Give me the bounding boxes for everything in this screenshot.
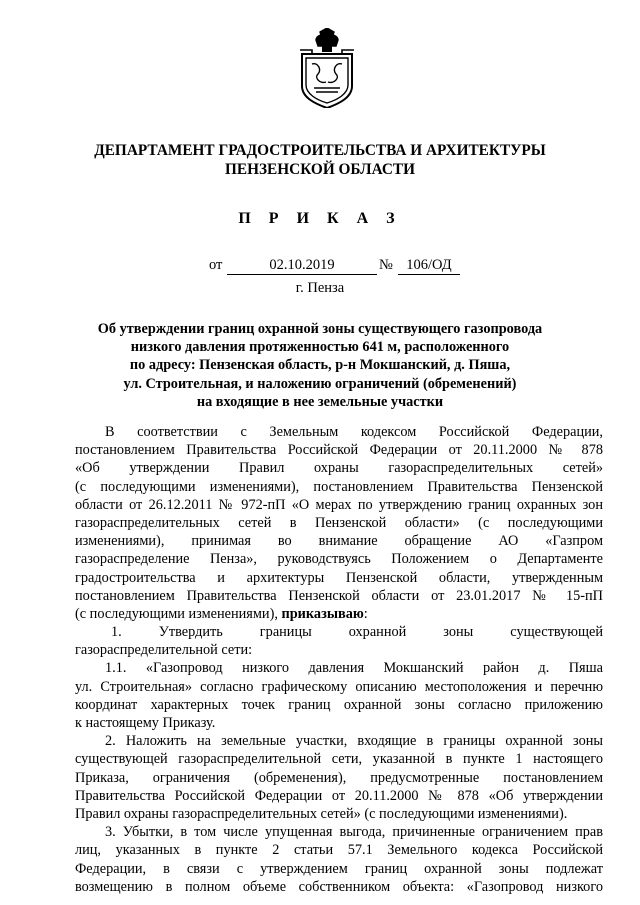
body-line: координат характерных точек границ охранной зоны согласно приложению [75,696,603,713]
body-line [75,605,603,623]
body-line: изменениями), принимая во внимание обращение АО «Газпром [75,533,603,550]
body-line: В соответствии с Земельным кодексом Российской Федерации, [105,424,603,440]
body-line: газораспределительной сети: [75,642,253,659]
body-line: газораспределительных сетей в Пензенской области» (с последующими [75,514,603,531]
subject-line: ул. Строительная, и наложению ограничений (обременений) [123,375,517,392]
body-line: постановлением Правительства Пензенской области от 23.01.2017 № 15-пП [75,587,603,604]
body-line: 1. Утвердить границы охранной зоны существующей [111,624,603,641]
body-line: «Об утверждении Правил охраны газораспределительных сетей» [75,460,603,477]
body-line: Федерации, в связи с утверждением границ охранной зоны подлежат [75,860,603,877]
body-line: газораспределение Пенза», руководствуясь Положением о Департаменте [75,551,603,568]
body-line: 1.1. «Газопровод низкого давления Мокшанский район д. Пяша [105,660,603,677]
document-date: 02.10.2019 [227,256,377,275]
body-text: : [363,605,368,622]
body-line: Правил охраны газораспределительных сетей» (с последующими изменениями). [75,805,568,822]
department-line-2: ПЕНЗЕНСКОЙ ОБЛАСТИ [224,161,416,178]
body-line: лиц, указанных в пункте 2 статьи 57.1 Земельного кодекса Российской [75,842,603,859]
subject-line: низкого давления протяженностью 641 м, расположенного [130,339,510,356]
order-keyword: приказываю [281,605,364,622]
city: г. Пенза [295,280,345,296]
document-number: 106/ОД [398,256,460,275]
body-line: постановлением Правительства Российской Федерации от 20.11.2000 № 878 [75,442,603,459]
body-line: существующей газораспределительной сети, указанной в пункте 1 настоящего [75,751,603,768]
subject-line: по адресу: Пензенская область, р-н Мокшанский, д. Пяша, [129,357,511,374]
subject-line: на входящие в нее земельные участки [196,393,444,410]
department-heading [0,141,640,179]
document-body [75,423,603,896]
body-line: ул. Строительная» согласно графическому описанию местоположения и перечню [75,678,603,695]
body-line: градостроительства и архитектуры Пензенской области, утвержденным [75,569,603,586]
body-line: (с последующими изменениями), постановлением Правительства Пензенской [75,478,603,495]
body-line: Правительства Российской Федерации от 20.11.2000 № 878 «Об утверждении [75,787,603,804]
body-line: 3. Убытки, в том числе упущенная выгода, причиненные ограничением прав [105,824,603,841]
document-type-title: П Р И К А З [238,210,402,227]
department-line-1: ДЕПАРТАМЕНТ ГРАДОСТРОИТЕЛЬСТВА И АРХИТЕКТУРЫ [94,142,546,159]
body-line: 2. Наложить на земельные участки, входящие в границы охранной зоны [105,733,603,750]
body-line: области от 26.12.2011 № 972-пП «О мерах по утверждению границ охранных зон [75,496,603,513]
coat-of-arms-icon [298,28,356,108]
body-text: (с последующими изменениями), [75,605,282,622]
body-line: к настоящему Приказу. [75,715,216,731]
body-line: возмещению в полном объеме собственником объекта: «Газопровод низкого [75,878,603,895]
document-subject [0,320,640,411]
number-prefix: № [379,257,393,273]
subject-line: Об утверждении границ охранной зоны существующего газопровода [97,321,543,337]
date-prefix: от [209,257,223,273]
body-line: Приказа, ограничения (обременения), предусмотренные постановлением [75,769,603,786]
